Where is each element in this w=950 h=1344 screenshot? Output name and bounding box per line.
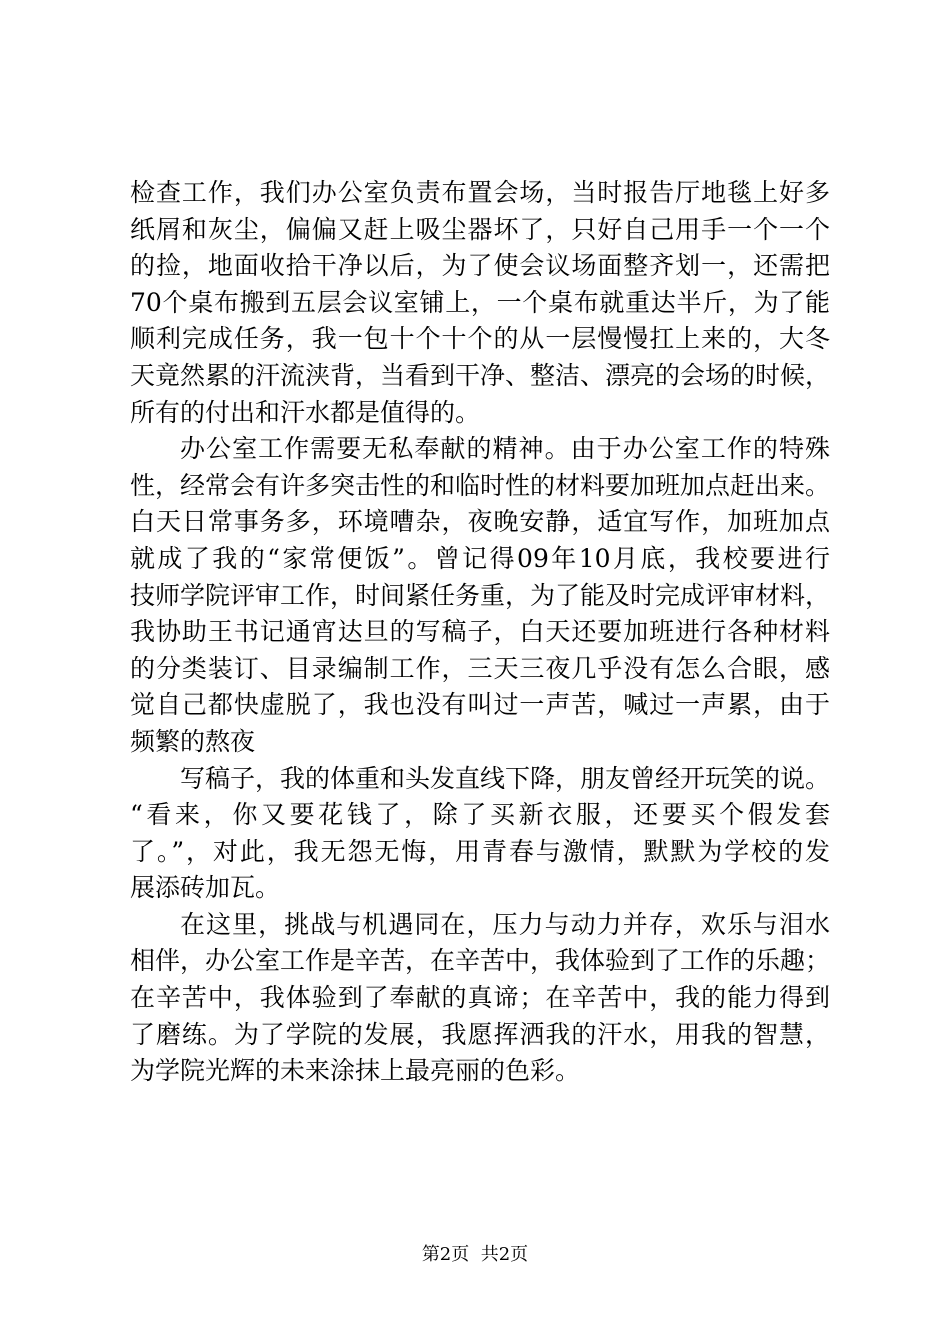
- text-line: 就成了我的“家常便饭”。曾记得09年10月底，我校要进行: [130, 543, 830, 573]
- text-line: 70个桌布搬到五层会议室铺上，一个桌布就重达半斤，为了能: [130, 287, 830, 317]
- text-line: 在这里，挑战与机遇同在，压力与动力并存，欢乐与泪水: [180, 909, 830, 939]
- text-line: 的捡，地面收拾干净以后，为了使会议场面整齐划一，还需把: [130, 251, 830, 281]
- text-line: 天竟然累的汗流浃背，当看到干净、整洁、漂亮的会场的时候，: [130, 360, 831, 390]
- text-line: 所有的付出和汗水都是值得的。: [130, 397, 481, 427]
- text-line: 写稿子，我的体重和头发直线下降，朋友曾经开玩笑的说。: [180, 763, 831, 793]
- page-number: 第2页 共2页: [421, 1244, 529, 1265]
- document-body: [130, 175, 830, 1090]
- text-line: 展添砖加瓦。: [130, 873, 281, 903]
- text-line: 技师学院评审工作，时间紧任务重，为了能及时完成评审材料，: [130, 580, 831, 610]
- text-line: 觉自己都快虚脱了，我也没有叫过一声苦，喊过一声累，由于: [130, 690, 830, 720]
- text-line: 了磨练。为了学院的发展，我愿挥洒我的汗水，用我的智慧，: [130, 1019, 830, 1049]
- page-footer: [0, 1243, 950, 1267]
- text-line: 频繁的熬夜: [130, 726, 256, 756]
- text-line: 检查工作，我们办公室负责布置会场，当时报告厅地毯上好多: [130, 178, 830, 207]
- text-line: 办公室工作需要无私奉献的精神。由于办公室工作的特殊: [180, 434, 830, 464]
- text-line: 我协助王书记通宵达旦的写稿子，白天还要加班进行各种材料: [130, 617, 830, 647]
- text-line: 相伴，办公室工作是辛苦，在辛苦中，我体验到了工作的乐趣；: [130, 946, 831, 976]
- text-line: 性，经常会有许多突击性的和临时性的材料要加班加点赶出来。: [130, 470, 831, 500]
- text-line: 白天日常事务多，环境嘈杂，夜晚安静，适宜写作，加班加点: [130, 507, 830, 537]
- paragraph-4: [130, 907, 830, 1090]
- text-line: 了。”，对此，我无怨无悔，用青春与激情，默默为学校的发: [130, 836, 830, 866]
- text-line: “看来，你又要花钱了，除了买新衣服，还要买个假发套: [130, 800, 830, 830]
- text-line: 顺利完成任务，我一包十个十个的从一层慢慢扛上来的，大冬: [130, 324, 830, 354]
- text-line: 的分类装订、目录编制工作，三天三夜几乎没有怎么合眼，感: [130, 653, 830, 683]
- paragraph-1: [130, 175, 830, 431]
- text-line: 纸屑和灰尘，偏偏又赶上吸尘器坏了，只好自己用手一个一个: [130, 214, 830, 244]
- text-line: 在辛苦中，我体验到了奉献的真谛；在辛苦中，我的能力得到: [130, 983, 830, 1013]
- text-line: 为学院光辉的未来涂抹上最亮丽的色彩。: [130, 1056, 581, 1086]
- paragraph-3: [130, 761, 830, 907]
- paragraph-2: [130, 431, 830, 760]
